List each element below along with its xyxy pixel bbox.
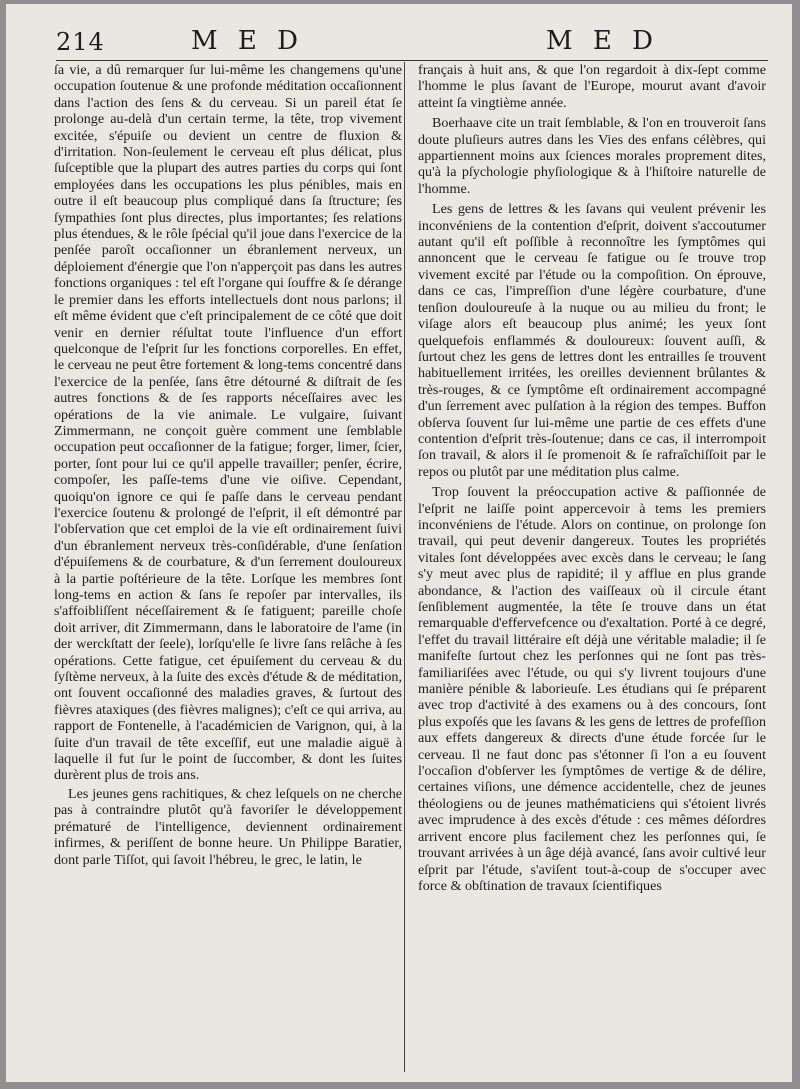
paragraph: Trop ſouvent la préoccupation active & paſſionnée de l'eſprit ne laiſſe point appercevoir à tems les premiers inconvéniens de l'étude. Alors on continue, on prolonge ſon travail, qui peut devenir dangereux. Toutes les propriétés vitales ſont développées avec excès dans le cerveau; le ſang s'y meut avec plus de rapidité; il y afflue en plus grande abondance, & l'action des vaiſſeaux où il circule étant ſenſiblement augmentée, la tête ſe trouve dans un état remarquable d'effervefcence ou d'exaltation. Porté à ce degré, l'effet du travail littéraire eſt déjà une véritable maladie; il ſe manifeſte ſurtout chez les perſonnes qui ne ſont pas très-familiariſées avec l'étude, ou qui s'y livrent toujours d'une manière pénible & laborieuſe. Les étudians qui ſe préparent avec trop d'activité à des examens ou à des concours, ſont plus expoſés que les ſavans & les gens de lettres de profeſſion aux effets dangereux & directs d'une étude forcée ſur le cerveau. Il ne faut donc pas s'étonner ſi l'on a eu ſouvent l'occaſion d'obſerver les ſymptômes de vertige & de délire, certaines viſions, une démence accidentelle, chez de jeunes théologiens ou de jeunes mathématiciens qui s'étoient livrés avec imprudence à des excès d'étude : ces mêmes déſordres arrivent encore plus facilement chez les perſonnes qui, ſe trouvant arrivées à un âge déjà avancé, ſans avoir cultivé leur eſprit par l'étude, s'aviſent tout-à-coup de s'occuper avec force & obſtination de travaux ſcientifiques [418,484,766,894]
book-page [6,4,792,1082]
right-column [418,62,766,898]
paragraph: Boerhaave cite un trait ſemblable, & l'on en trouveroit ſans doute pluſieurs autres dans les Vies des enfans célèbres, qui appartiennent moins aux ſciences morales proprement dites, qu'à la pſychologie phyſiologique & à l'hiſtoire naturelle de l'homme. [418,115,766,197]
paragraph: français à huit ans, & que l'on regardoit à dix-ſept comme l'homme le plus ſavant de l'Europe, mourut avant d'avoir atteint ſa vingtième année. [418,62,766,111]
column-divider [404,62,405,1072]
paragraph: ſa vie, a dû remarquer ſur lui-même les changemens qu'une occupation ſoutenue & une profonde méditation occaſionnent dans l'action des ſens & du cerveau. Si un pareil état ſe prolonge au-delà d'un certain terme, la tête, trop vivement excitée, s'épuiſe ou devient un centre de fluxion & d'irritation. Non-ſeulement le cerveau eſt plus délicat, plus ſuſceptible que la plupart des autres parties du corps qui ſont employées dans les occupations les plus pénibles, mais en outre il eſt beaucoup plus compliqué dans ſa ſtructure; ſes ſympathies ſont plus directes, plus importantes; ſes relations plus étendues, & le rôle ſpécial qu'il joue dans l'exercice de la penſée paroît occaſionner un ébranlement nerveux, un déploiement d'énergie que l'on n'apperçoit pas dans les autres fonctions organiques : tel eſt l'organe qui ſouffre & ſe dérange le premier dans les efforts intellectuels dont nous parlons; il eſt même évident que c'eſt principalement de ce côté que doit venir en dernier réſultat toute l'influence d'un effort quelconque de l'eſprit ſur les fonctions corporelles. En effet, le cerveau ne peut être fortement & long-tems concentré dans l'exercice de la penſée, ſans être détourné & diſtrait de ſes autres fonctions & de ſes rapports néceſſaires avec les opérations de la vie animale. Le vulgaire, ſuivant Zimmermann, ne conçoit guère comment une ſemblable occupation peut occaſionner de la fatigue; forger, limer, ſcier, porter, ſont pour lui ce qu'il appelle travailler; penſer, écrire, compoſer, les paſſe-tems d'une vie oiſive. Cependant, quoiqu'on ignore ce qui ſe paſſe dans le cerveau pendant l'exercice ſoutenu & prolongé de l'eſprit, il eſt démontré par l'obſervation que cet emploi de la vie eſt ordinairement ſuivi d'un ébranlement nerveux très-conſidérable, d'une ſenſation d'épuiſemens & de courbature, & d'un ſerrement douloureux à la partie poſtérieure de la tête. Lorſque les membres ſont long-tems en action & ſans ſe repoſer par intervalles, ils s'affoibliſſent néceſſairement & ſe fatiguent; pareille choſe doit arriver, dit Zimmermann, dans le laboratoire de l'ame (in der werckſtatt der ſeele), lorſqu'elle ſe livre ſans relâche à ſes opérations. Cette fatigue, cet épuiſement du cerveau & du ſyſtème nerveux, à la ſuite des excès d'étude & de méditation, ont ſouvent occaſionné des maladies graves, & ſurtout des fièvres ataxiques (des fièvres malignes); c'eſt ce qui arriva, au rapport de Fontenelle, à l'académicien de Varignon, qui, à la ſuite d'un travail de tête exceſſif, eut une maladie aiguë à laquelle il fut ſur le point de ſuccomber, & dont les ſuites durèrent plus de trois ans. [54,62,402,784]
left-column [54,62,402,870]
header-rule [56,60,768,61]
running-head-right: M E D [546,26,659,56]
page-number: 214 [56,28,105,56]
paragraph: Les gens de lettres & les ſavans qui veulent prévenir les inconvéniens de la contention d'eſprit, doivent s'accoutumer autant qu'il eſt poſſible à reconnoître les ſymptômes qui annoncent que le cerveau ſe fatigue ou ſe trouve trop vivement excité par l'étude ou la compoſition. On éprouve, dans ce cas, l'impreſſion d'une légère courbature, d'une tenſion douloureuſe à la nuque ou au milieu du front; le viſage alors eſt beaucoup plus animé; les yeux ſont quelquefois enflammés & douloureux: ſouvent auſſi, & ſurtout chez les gens de lettres dont les entrailles ſe trouvent habituellement irritées, les oreilles deviennent brûlantes & très-rouges, & ce ſymptôme eſt ordinairement accompagné d'un ſerrement avec pulſation à la région des tempes. Buffon obſerva ſouvent ſur lui-même une partie de ces effets d'une contention d'eſprit très-ſoutenue; dans ce cas, il interrompoit ſon travail, & alors il ſe promenoit & ſe rafraîchiſſoit par le repos ou plutôt par une méditation plus calme. [418,201,766,480]
running-head-left: M E D [191,26,304,56]
paragraph: Les jeunes gens rachitiques, & chez leſquels on ne cherche pas à contraindre plutôt qu'à favoriſer le développement prématuré de l'intelligence, deviennent ordinairement infirmes, & periſſent de bonne heure. Un Philippe Baratier, dont parle Tiſſot, qui ſavoit l'hébreu, le grec, le latin, le [54,785,402,868]
